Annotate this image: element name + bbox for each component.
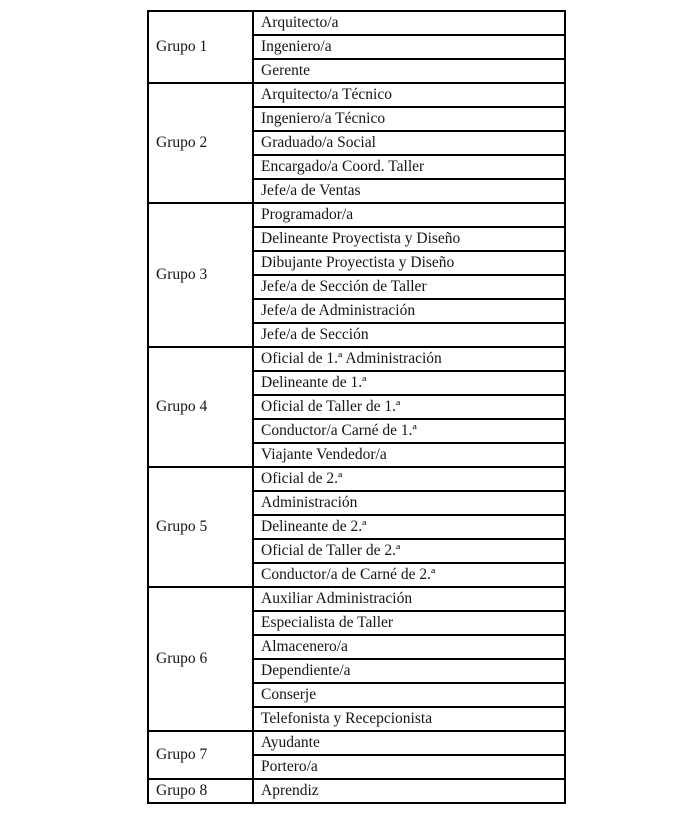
job-title-cell: Dependiente/a	[253, 659, 565, 683]
job-title-cell: Encargado/a Coord. Taller	[253, 155, 565, 179]
job-title-cell: Arquitecto/a Técnico	[253, 83, 565, 107]
classification-table-container	[147, 10, 566, 804]
group-label: Grupo 6	[148, 587, 253, 731]
job-title-cell: Viajante Vendedor/a	[253, 443, 565, 467]
group-label: Grupo 5	[148, 467, 253, 587]
table-row	[148, 779, 565, 803]
job-title-cell: Delineante Proyectista y Diseño	[253, 227, 565, 251]
job-title-cell: Oficial de 1.ª Administración	[253, 347, 565, 371]
job-title-cell: Especialista de Taller	[253, 611, 565, 635]
job-title-cell: Conductor/a de Carné de 2.ª	[253, 563, 565, 587]
table-row	[148, 587, 565, 611]
group-label: Grupo 4	[148, 347, 253, 467]
job-title-cell: Auxiliar Administración	[253, 587, 565, 611]
job-title-cell: Administración	[253, 491, 565, 515]
job-title-cell: Oficial de Taller de 1.ª	[253, 395, 565, 419]
job-title-cell: Ingeniero/a	[253, 35, 565, 59]
job-title-cell: Jefe/a de Ventas	[253, 179, 565, 203]
job-title-cell: Delineante de 2.ª	[253, 515, 565, 539]
job-title-cell: Graduado/a Social	[253, 131, 565, 155]
job-title-cell: Ingeniero/a Técnico	[253, 107, 565, 131]
job-title-cell: Gerente	[253, 59, 565, 83]
job-title-cell: Oficial de Taller de 2.ª	[253, 539, 565, 563]
job-title-cell: Jefe/a de Sección de Taller	[253, 275, 565, 299]
group-label: Grupo 2	[148, 83, 253, 203]
job-title-cell: Oficial de 2.ª	[253, 467, 565, 491]
job-title-cell: Jefe/a de Administración	[253, 299, 565, 323]
classification-table	[147, 10, 566, 804]
table-row	[148, 203, 565, 227]
table-row	[148, 347, 565, 371]
job-title-cell: Telefonista y Recepcionista	[253, 707, 565, 731]
group-label: Grupo 8	[148, 779, 253, 803]
table-row	[148, 83, 565, 107]
table-row	[148, 11, 565, 35]
job-title-cell: Conserje	[253, 683, 565, 707]
group-label: Grupo 1	[148, 11, 253, 83]
job-title-cell: Jefe/a de Sección	[253, 323, 565, 347]
job-title-cell: Delineante de 1.ª	[253, 371, 565, 395]
job-title-cell: Ayudante	[253, 731, 565, 755]
job-title-cell: Almacenero/a	[253, 635, 565, 659]
job-title-cell: Aprendiz	[253, 779, 565, 803]
job-title-cell: Portero/a	[253, 755, 565, 779]
group-label: Grupo 7	[148, 731, 253, 779]
job-title-cell: Conductor/a Carné de 1.ª	[253, 419, 565, 443]
job-title-cell: Arquitecto/a	[253, 11, 565, 35]
group-label: Grupo 3	[148, 203, 253, 347]
job-title-cell: Dibujante Proyectista y Diseño	[253, 251, 565, 275]
table-row	[148, 467, 565, 491]
job-title-cell: Programador/a	[253, 203, 565, 227]
table-row	[148, 731, 565, 755]
